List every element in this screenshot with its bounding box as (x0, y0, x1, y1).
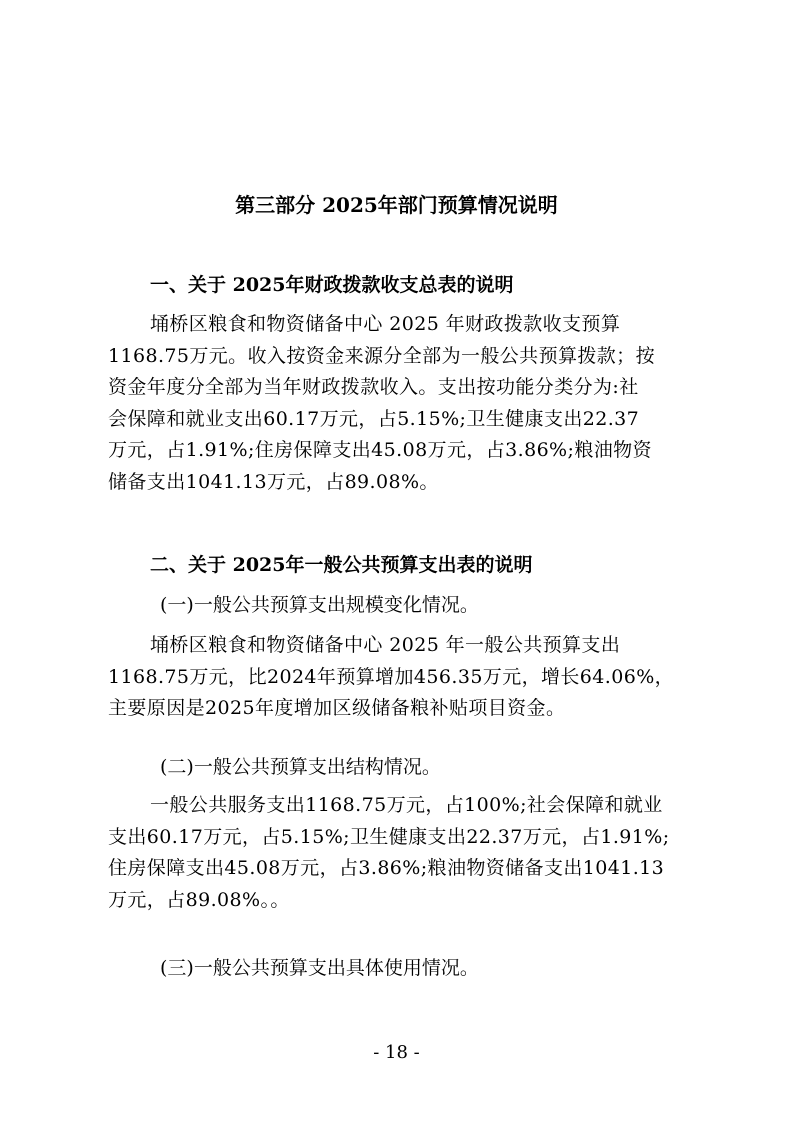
paragraph-line: 支出60.17万元，占5.15%;卫生健康支出22.37万元，占1.91%; (108, 825, 670, 848)
subsection-3-heading: (三)一般公共预算支出具体使用情况。 (160, 957, 479, 979)
section-1-paragraph (108, 309, 696, 498)
paragraph-line: 住房保障支出45.08万元，占3.86%;粮油物资储备支出1041.13 (108, 857, 665, 879)
section-1-heading: 一、关于 2025年财政拨款收支总表的说明 (150, 274, 514, 296)
subsection-2-heading: (二)一般公共预算支出结构情况。 (160, 756, 441, 778)
paragraph-line: 资金年度分全部为当年财政拨款收入。支出按功能分类分为:社 (108, 376, 639, 398)
paragraph-line: 1168.75万元。收入按资金来源分全部为一般公共预算拨款；按 (108, 344, 655, 367)
paragraph-line: 埇桥区粮食和物资储备中心 2025 年财政拨款收支预算 (150, 313, 621, 335)
page-number: - 18 - (373, 1042, 420, 1063)
paragraph-line: 储备支出1041.13万元，占89.08%。 (108, 470, 439, 493)
paragraph-line: 万元，占1.91%;住房保障支出45.08万元，占3.86%;粮油物资 (108, 439, 652, 461)
subsection-1-heading: (一)一般公共预算支出规模变化情况。 (160, 594, 479, 616)
section-2-heading: 二、关于 2025年一般公共预算支出表的说明 (150, 554, 533, 576)
paragraph-line: 一般公共服务支出1168.75万元，占100%;社会保障和就业 (150, 794, 663, 816)
subsection-1-paragraph (108, 630, 696, 725)
paragraph-line: 埇桥区粮食和物资储备中心 2025 年一般公共预算支出 (150, 634, 621, 656)
paragraph-line: 会保障和就业支出60.17万元，占5.15%;卫生健康支出22.37 (108, 407, 640, 430)
paragraph-line: 1168.75万元，比2024年预算增加456.35万元，增长64.06%， (108, 665, 675, 688)
paragraph-line: 万元，占89.08%。。 (108, 888, 290, 911)
subsection-2-paragraph (108, 790, 696, 916)
page-title: 第三部分 2025年部门预算情况说明 (235, 193, 558, 217)
paragraph-line: 主要原因是2025年度增加区级储备粮补贴项目资金。 (108, 697, 566, 719)
